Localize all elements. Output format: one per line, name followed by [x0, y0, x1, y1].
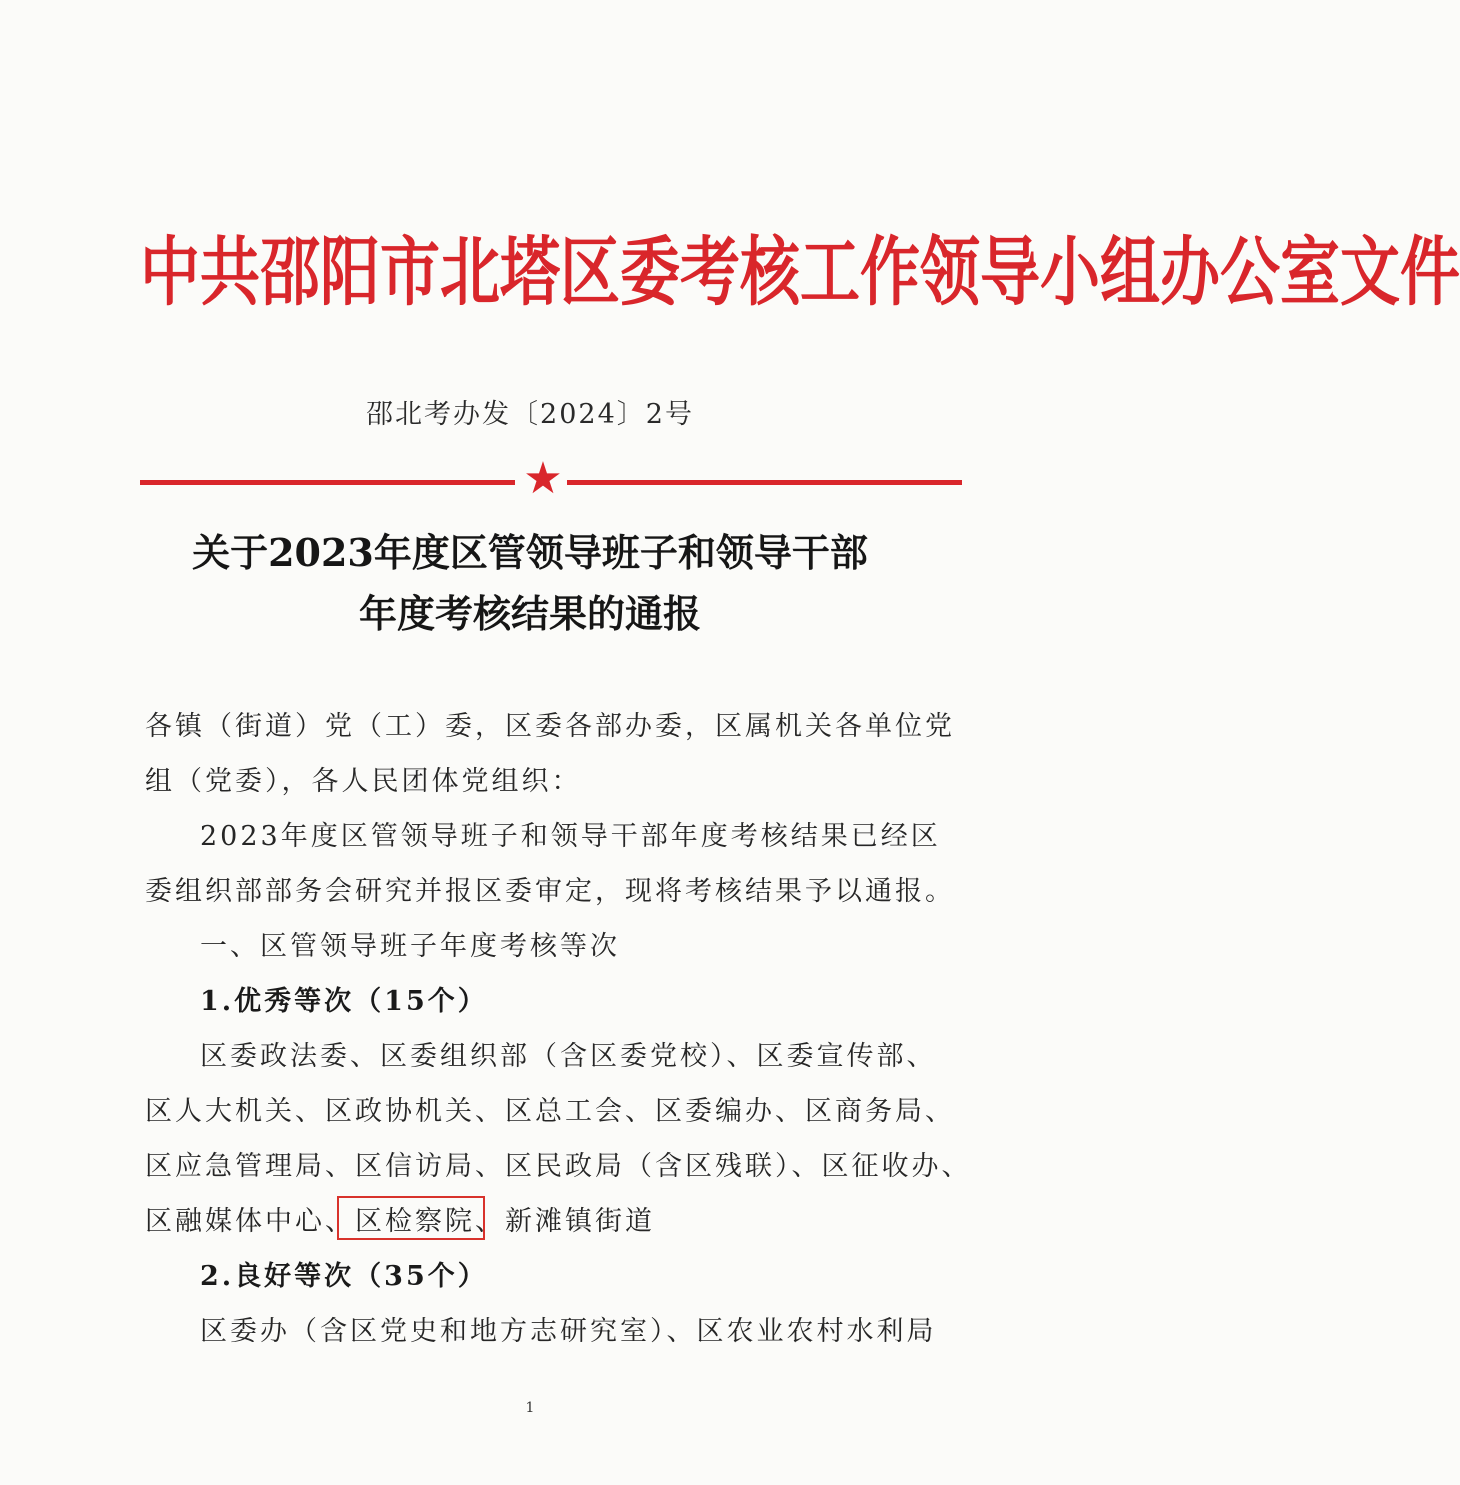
excellent-list-line-1: 区委政法委、区委组织部（含区委党校）、区委宣传部、: [200, 1041, 937, 1072]
page-number: 1: [525, 1400, 535, 1416]
good-list-line-1: 区委办（含区党史和地方志研究室）、区农业农村水利局: [200, 1316, 937, 1347]
divider-right: [567, 480, 962, 485]
divider-left: [140, 480, 515, 485]
body-paragraph-line-1: 2023年度区管领导班子和领导干部年度考核结果已经区: [200, 821, 941, 852]
excellent-list-line-4: 区融媒体中心、区检察院、新滩镇街道: [145, 1206, 655, 1237]
addressee-line-1: 各镇（街道）党（工）委，区委各部办委，区属机关各单位党: [145, 711, 955, 742]
document-title-line-2: 年度考核结果的通报: [358, 591, 701, 636]
section-heading-1: 一、区管领导班子年度考核等次: [200, 931, 620, 962]
document-header-title: 中共邵阳市北塔区委考核工作领导小组办公室文件: [140, 229, 1460, 317]
star-icon: ★: [523, 453, 563, 504]
document-number: 邵北考办发〔2024〕2号: [366, 399, 694, 430]
subsection-good: 2.良好等次（35个）: [200, 1261, 488, 1292]
highlight-box: [337, 1196, 485, 1240]
body-paragraph-line-2: 委组织部部务会研究并报区委审定，现将考核结果予以通报。: [145, 876, 955, 907]
addressee-line-2: 组（党委），各人民团体党组织：: [145, 766, 582, 797]
document-title-line-1: 关于2023年度区管领导班子和领导干部: [192, 530, 868, 575]
excellent-list-line-2: 区人大机关、区政协机关、区总工会、区委编办、区商务局、: [145, 1096, 955, 1127]
excellent-list-line-3: 区应急管理局、区信访局、区民政局（含区残联）、区征收办、: [145, 1151, 972, 1182]
subsection-excellent: 1.优秀等次（15个）: [200, 986, 488, 1017]
